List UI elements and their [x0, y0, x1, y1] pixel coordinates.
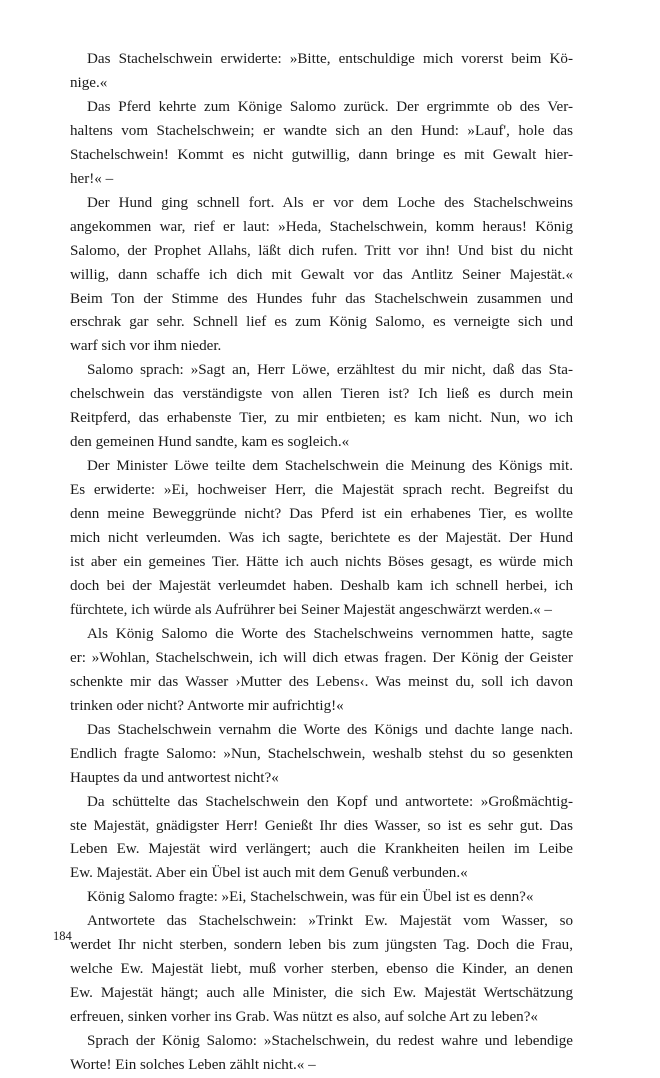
text-line: Stachelschwein! Kommt es nicht gutwillig, dann bringe es mit Gewalt hier- — [70, 146, 573, 163]
text-line: fürchtete, ich würde als Aufrührer bei Seiner Majestät angeschwärzt werden.« – — [70, 601, 552, 618]
text-line: werdet Ihr nicht sterben, sondern leben bis zum jüngsten Tag. Doch die Frau, — [70, 937, 573, 954]
text-line: haltens vom Stachelschwein; er wandte sich an den Hund: »Lauf', hole das — [70, 122, 573, 139]
text-line: Das Stachelschwein vernahm die Worte des Königs und dachte lange nach. — [87, 721, 573, 738]
text-line: Hauptes da und antwortest nicht?« — [70, 769, 279, 786]
text-line: erschrak gar sehr. Schnell lief es zum König Salomo, es verneigte sich und — [70, 314, 573, 331]
text-line: er: »Wohlan, Stachelschwein, ich will dich etwas fragen. Der König der Geister — [70, 649, 573, 666]
text-line: Der Minister Löwe teilte dem Stachelschwein die Meinung des Königs mit. — [87, 458, 573, 475]
text-line: Ew. Majestät. Aber ein Übel ist auch mit dem Genuß verbunden.« — [70, 865, 468, 882]
text-line: ist aber ein gemeines Tier. Hätte ich auch nichts Böses gesagt, es würde mich — [70, 554, 573, 571]
text-line: Salomo sprach: »Sagt an, Herr Löwe, erzähltest du mir nicht, daß das Sta- — [87, 362, 573, 379]
text-line: erfreuen, sinken vorher ins Grab. Was nützt es also, auf solche Art zu leben?« — [70, 1009, 538, 1026]
text-line: angekommen war, rief er laut: »Heda, Stachelschwein, komm heraus! König — [70, 218, 573, 235]
text-line: welche Ew. Majestät liebt, muß vorher sterben, ebenso die Kinder, an denen — [70, 961, 573, 978]
text-line: den gemeinen Hund sandte, kam es sogleich.« — [70, 434, 350, 451]
text-line: Der Hund ging schnell fort. Als er vor dem Loche des Stachelschweins — [87, 194, 573, 211]
text-line: Es erwiderte: »Ei, hochweiser Herr, die Majestät sprach recht. Begreifst du — [70, 482, 573, 499]
paragraph — [53, 719, 573, 791]
text-line: Sprach der König Salomo: »Stachelschwein, du redest wahre und lebendige — [87, 1033, 573, 1050]
book-page-text — [53, 48, 573, 1078]
text-line: willig, dann schaffe ich dich mit Gewalt vor das Antlitz Seiner Majestät.« — [70, 266, 573, 283]
text-line: König Salomo fragte: »Ei, Stachelschwein, was für ein Übel ist es denn?« — [87, 889, 534, 906]
text-line: her!« – — [70, 170, 114, 187]
text-line: schenkte mir das Wasser ›Mutter des Lebens‹. Was meinst du, soll ich davon — [70, 673, 573, 690]
paragraph — [53, 910, 573, 1030]
text-line: warf sich vor ihm nieder. — [70, 338, 222, 355]
text-line: Beim Ton der Stimme des Hundes fuhr das Stachelschwein zusammen und — [70, 290, 573, 307]
text-line: nige.« — [70, 74, 108, 91]
text-line: Reitpferd, das erhabenste Tier, zu mir entbieten; es kam nicht. Nun, wo ich — [70, 410, 573, 427]
paragraph — [53, 455, 573, 623]
text-line: denn meine Beweggründe nicht? Das Pferd ist ein erhabenes Tier, es wollte — [70, 506, 573, 523]
text-line: chelschwein das verständigste von allen Tieren ist? Ich ließ es durch mein — [70, 386, 573, 403]
paragraph — [53, 1030, 573, 1078]
text-line: ste Majestät, gnädigster Herr! Genießt Ihr dies Wasser, so ist es sehr gut. Das — [70, 817, 573, 834]
text-line: Leben Ew. Majestät wird verlängert; auch die Krankheiten heilen im Leibe — [70, 841, 573, 858]
text-line: Antwortete das Stachelschwein: »Trinkt Ew. Majestät vom Wasser, so — [87, 913, 573, 930]
text-line: Als König Salomo die Worte des Stachelschweins vernommen hatte, sagte — [87, 625, 573, 642]
text-line: doch bei der Majestät verleumdet haben. Deshalb kam ich schnell herbei, ich — [70, 577, 573, 594]
text-line: Salomo, der Prophet Allahs, läßt dich rufen. Tritt vor ihn! Und bist du nicht — [70, 242, 573, 259]
text-line: Das Stachelschwein erwiderte: »Bitte, entschuldige mich vorerst beim Kö- — [87, 51, 573, 67]
text-line: trinken oder nicht? Antworte mir aufrichtig!« — [70, 697, 344, 714]
text-line: mich nicht verleumden. Was ich sagte, berichtete es der Majestät. Der Hund — [70, 530, 573, 547]
paragraph — [53, 96, 573, 192]
text-line: Endlich fragte Salomo: »Nun, Stachelschwein, weshalb stehst du so gesenkten — [70, 745, 573, 762]
text-line: Worte! Ein solches Leben zählt nicht.« – — [70, 1057, 316, 1074]
paragraph — [53, 623, 573, 719]
paragraph — [53, 48, 573, 96]
text-line: Ew. Majestät hängt; auch alle Minister, die sich Ew. Majestät Wertschätzung — [70, 985, 573, 1002]
paragraph — [53, 359, 573, 455]
paragraph — [53, 791, 573, 887]
paragraph — [53, 886, 573, 910]
page-number: 184 — [53, 929, 72, 943]
paragraph — [53, 192, 573, 360]
text-line: Das Pferd kehrte zum Könige Salomo zurück. Der ergrimmte ob des Ver- — [87, 98, 573, 115]
text-line: Da schüttelte das Stachelschwein den Kopf und antwortete: »Großmächtig- — [87, 793, 573, 810]
